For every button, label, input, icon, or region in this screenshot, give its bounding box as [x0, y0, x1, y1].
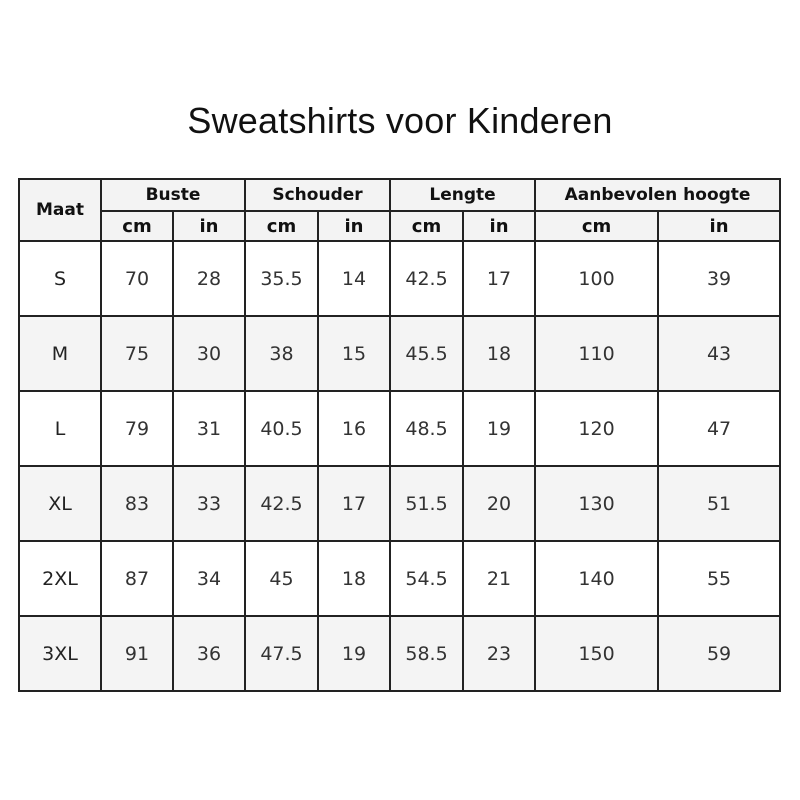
table-cell: 21 — [463, 541, 535, 616]
table-cell: 75 — [101, 316, 173, 391]
table-cell: 47.5 — [245, 616, 318, 691]
table-cell: 39 — [658, 241, 780, 316]
table-cell: 47 — [658, 391, 780, 466]
table-cell: 30 — [173, 316, 245, 391]
table-cell: 58.5 — [390, 616, 463, 691]
size-column-header: Maat — [19, 179, 101, 241]
group-header-aanbevolen-hoogte: Aanbevolen hoogte — [535, 179, 780, 211]
table-cell: 43 — [658, 316, 780, 391]
table-cell: 110 — [535, 316, 658, 391]
table-cell: 51.5 — [390, 466, 463, 541]
table-cell: 55 — [658, 541, 780, 616]
table-row — [19, 391, 780, 466]
unit-header: cm — [390, 211, 463, 241]
table-cell: 79 — [101, 391, 173, 466]
table-row — [19, 241, 780, 316]
table-cell: 150 — [535, 616, 658, 691]
table-cell: 87 — [101, 541, 173, 616]
unit-header: cm — [535, 211, 658, 241]
table-cell: 18 — [463, 316, 535, 391]
table-cell: 18 — [318, 541, 390, 616]
size-cell: L — [19, 391, 101, 466]
unit-header: in — [658, 211, 780, 241]
table-cell: 23 — [463, 616, 535, 691]
table-cell: 38 — [245, 316, 318, 391]
table-cell: 48.5 — [390, 391, 463, 466]
table-cell: 54.5 — [390, 541, 463, 616]
table-cell: 120 — [535, 391, 658, 466]
unit-header: in — [463, 211, 535, 241]
table-cell: 140 — [535, 541, 658, 616]
table-cell: 31 — [173, 391, 245, 466]
table-cell: 33 — [173, 466, 245, 541]
table-cell: 83 — [101, 466, 173, 541]
table-row — [19, 541, 780, 616]
size-cell: 3XL — [19, 616, 101, 691]
table-cell: 17 — [318, 466, 390, 541]
group-header-schouder: Schouder — [245, 179, 390, 211]
table-cell: 17 — [463, 241, 535, 316]
unit-header: cm — [101, 211, 173, 241]
table-cell: 42.5 — [390, 241, 463, 316]
table-cell: 40.5 — [245, 391, 318, 466]
table-cell: 91 — [101, 616, 173, 691]
table-row — [19, 616, 780, 691]
table-cell: 59 — [658, 616, 780, 691]
table-cell: 130 — [535, 466, 658, 541]
table-cell: 45.5 — [390, 316, 463, 391]
size-cell: S — [19, 241, 101, 316]
size-table — [18, 178, 781, 692]
size-cell: M — [19, 316, 101, 391]
table-cell: 51 — [658, 466, 780, 541]
size-cell: XL — [19, 466, 101, 541]
table-cell: 70 — [101, 241, 173, 316]
table-cell: 36 — [173, 616, 245, 691]
unit-header: cm — [245, 211, 318, 241]
table-cell: 45 — [245, 541, 318, 616]
table-cell: 19 — [318, 616, 390, 691]
unit-header: in — [318, 211, 390, 241]
group-header-buste: Buste — [101, 179, 245, 211]
table-cell: 28 — [173, 241, 245, 316]
table-cell: 20 — [463, 466, 535, 541]
table-cell: 34 — [173, 541, 245, 616]
table-row — [19, 466, 780, 541]
table-cell: 42.5 — [245, 466, 318, 541]
table-cell: 19 — [463, 391, 535, 466]
table-cell: 100 — [535, 241, 658, 316]
size-cell: 2XL — [19, 541, 101, 616]
page-title: Sweatshirts voor Kinderen — [187, 100, 613, 141]
table-cell: 15 — [318, 316, 390, 391]
group-header-lengte: Lengte — [390, 179, 535, 211]
unit-header: in — [173, 211, 245, 241]
table-cell: 35.5 — [245, 241, 318, 316]
table-cell: 16 — [318, 391, 390, 466]
table-row — [19, 316, 780, 391]
table-cell: 14 — [318, 241, 390, 316]
